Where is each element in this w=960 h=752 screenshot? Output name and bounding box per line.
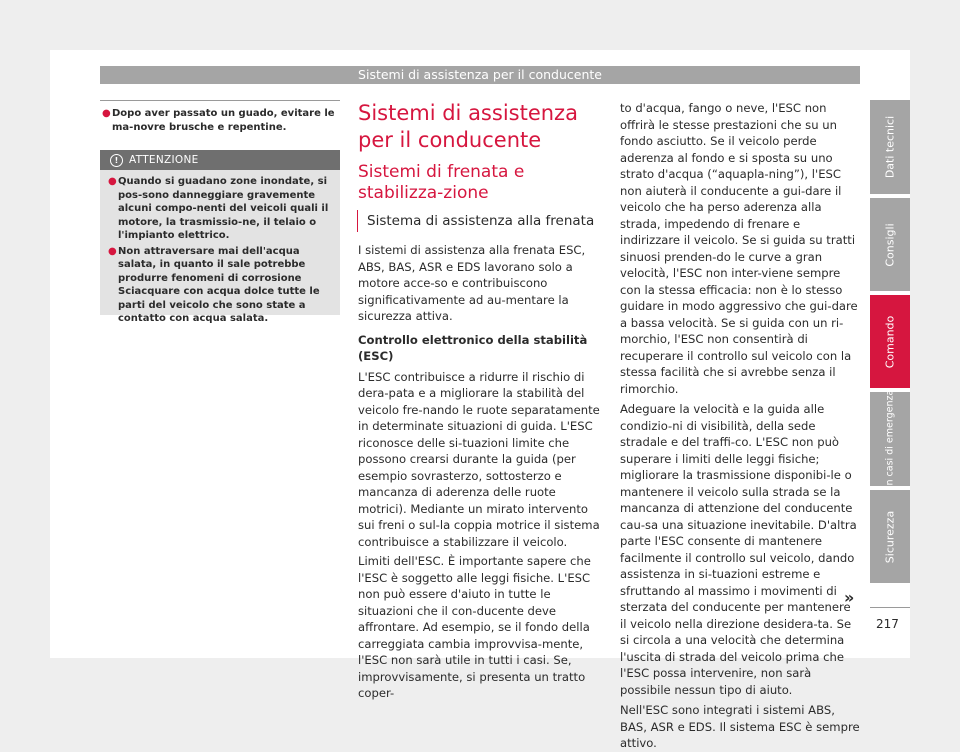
section-title: Sistemi di assistenza per il conducente	[358, 101, 578, 152]
warning-box	[100, 150, 340, 324]
bullet-note-text: Dopo aver passato un guado, evitare le ma-novre brusche e repentine.	[112, 108, 335, 133]
warning-item-text: Non attraversare mai dell'acqua salata, in quanto il sale potrebbe produrre fenomeni di corrosione Sciacquare con acqua dolce tutte le parti del veicolo che sono state a contatto con acqua salata.	[118, 245, 320, 324]
tab-label: In casi di emergenza	[884, 389, 896, 489]
left-column	[100, 100, 340, 134]
tab-in-casi-di-emergenza[interactable]	[870, 389, 910, 489]
bullet-icon: ●	[108, 176, 117, 187]
continue-arrow-icon: »	[844, 588, 855, 607]
speed-paragraph: Adeguare la velocità e la guida alle condizio-ni di visibilità, della sede stradale e del traffi-co. L'ESC non può superare i limiti delle leggi fisiche; migliorare la trasmissione disponibi-le o mantenere il veicolo sulla strada se la mancanza di attenzione del conducente cau-sa una situazione inevitabile. D'altra parte l'ESC consente di mantenere facilmente il controllo sul veicolo, dando assistenza in si-tuazioni estreme e sfruttando al massimo i movimenti di sterzata del conducente per mantenere il veicolo nella direzione desidera-ta. Se si circola a una velocità che determina l'uscita di strada del veicolo prima che l'ESC possa intervenire, non sarà possibile nessun tipo di aiuto.	[620, 402, 857, 697]
warning-item	[108, 175, 332, 243]
divider	[870, 607, 910, 608]
esc-limits-paragraph: Limiti dell'ESC. È importante sapere che l'ESC è soggetto alle leggi fisiche. L'ESC non può essere d'aiuto in tutte le situazioni che il con-ducente deve affrontare. Ad esempio, se il fondo della carreggiata cambia improvvisa-mente, l'ESC non sarà utile in tutti i casi. Se, improvvisamente, si presenta un tratto coper-	[358, 554, 591, 700]
right-column	[620, 100, 860, 752]
integrated-systems-paragraph: Nell'ESC sono integrati i sistemi ABS, BAS, ASR e EDS. Il sistema ESC è sempre attivo.	[620, 703, 860, 750]
warning-item	[108, 245, 332, 326]
page-header	[100, 66, 860, 84]
tab-sicurezza[interactable]	[870, 490, 910, 583]
warning-body	[100, 170, 340, 326]
warning-header	[100, 150, 340, 170]
bullet-icon: ●	[102, 108, 111, 119]
tab-consigli[interactable]	[870, 198, 910, 291]
topic-title: Sistema di assistenza alla frenata	[367, 213, 595, 229]
page-header-title: Sistemi di assistenza per il conducente	[358, 67, 602, 82]
esc-paragraph: L'ESC contribuisce a ridurre il rischio di dera-pata e a migliorare la stabilità del veicolo fre-nando le ruote separatamente in determinate situazioni di guida. L'ESC riconosce delle si-tuazioni limite che possono crearsi durante la guida (per esempio sovrasterzo, sottosterzo e mancanza di aderenza delle ruote motrici). Mediante un mirato intervento sui freni o sul-la coppia motrice il sistema contribuisce a stabilizzare il veicolo.	[358, 369, 600, 549]
intro-paragraph: I sistemi di assistenza alla frenata ESC, ABS, BAS, ASR e EDS lavorano solo a motore acce-so e contribuiscono significativamente ad au-mentare la sicurezza attiva.	[358, 243, 586, 323]
middle-column	[358, 100, 603, 702]
bullet-note	[100, 107, 340, 134]
warning-item-text: Quando si guadano zone inondate, si pos-sono danneggiare gravemente alcuni compo-nenti del veicoli quali il motore, la trasmissio-ne, il telaio o l'impianto elettrico.	[118, 176, 329, 241]
divider	[100, 100, 340, 101]
tab-comando[interactable]	[870, 295, 910, 388]
tab-label: Comando	[883, 315, 897, 368]
tab-label: Sicurezza	[883, 510, 897, 563]
subsection-title: Sistemi di frenata e stabilizza-zione	[358, 162, 525, 203]
tab-label: Consigli	[883, 222, 897, 267]
page-number: 217	[876, 617, 899, 631]
warning-icon: !	[110, 154, 123, 167]
bullet-icon: ●	[108, 245, 117, 257]
tab-dati-tecnici[interactable]	[870, 100, 910, 194]
tab-label: Dati tecnici	[883, 115, 897, 179]
topic-heading	[357, 210, 603, 232]
warning-title: ATTENZIONE	[129, 154, 199, 166]
esc-continued-paragraph: to d'acqua, fango o neve, l'ESC non offrirà le stesse prestazioni che su un fondo asciutto. Se il veicolo perde aderenza al fondo e si sposta su uno strato d'acqua (“aquapla-ning”), l'ESC non aiuterà il conducente a gui-dare il veicolo che ha perso aderenza alla strada, impedendo di frenare e indirizzare il veicolo. Se si guida su tratti sinuosi prenden-do le curve a gran velocità, l'ESC non inter-viene sempre con la stessa efficacia: non è lo stesso guidare in modo aggressivo che gui-dare a bassa velocità. Se si guida con un ri-morchio, l'ESC non consentirà di recuperare il controllo sul veicolo con la stessa facilità che si avrebbe senza il rimorchio.	[620, 101, 858, 396]
esc-subheading: Controllo elettronico della stabilità (ESC)	[358, 332, 588, 363]
